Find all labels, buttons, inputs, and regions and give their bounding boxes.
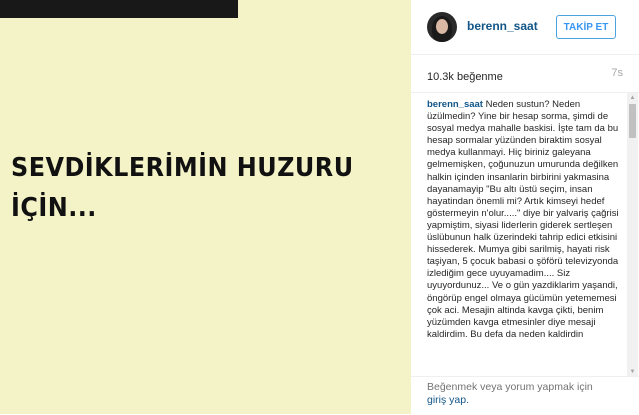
post-sidebar (411, 0, 639, 414)
likes-count[interactable]: 10.3k beğenme (427, 71, 503, 83)
avatar[interactable] (427, 12, 457, 42)
scroll-thumb[interactable] (629, 104, 636, 138)
likes-row (427, 67, 623, 83)
post-header (411, 0, 639, 55)
caption-text: Neden sustun? Neden üzülmedin? Yine bir hesap sorma, şimdi de sosyal medya mahalle baskisi. İşte tam da bu hesap sormalar yüzünden biraktim sosyal medya kullanmayi. Hiç biriniz galeyana gelmemişken, çoğunuzun umurunda değilken halkin içinden insanlarin birbirini yakmasina dayanamayip "Bu altı üstü seçim, insan hayatindan önemli mi? Artık kimseyi hedef göstermeyin n'olur....." diye bir yalvariş çağrisi yapmiştim, siyasi liderlerin giderek sertleşen üslübunun halk üzerindeki tahrip edici etkisini hissederek. Mumya gibi sarilmiş, hayati risk taşiyan, 5 çocuk babasi o şöförü televizyonda izlediğim gece uyuyamadim.... Siz uyuyordunuz... Ve o gün yazdiklarim yaşandi, öngörüp engel olmaya gücümün yetememesi çok aci. Mesajin altinda kavga çikti, benim yüzümden kavga etmesinler diye mesaji kaldirdim. Bu defa da neden kaldirdin (427, 99, 619, 340)
arrow-down-icon[interactable]: ▼ (629, 369, 636, 375)
follow-button[interactable]: TAKİP ET (556, 15, 616, 39)
arrow-up-icon[interactable]: ▲ (629, 95, 636, 101)
caption-container[interactable] (411, 92, 639, 377)
post-image-line-2: İÇİN... (11, 193, 97, 223)
caption-scrollbar[interactable] (627, 93, 638, 377)
login-link[interactable]: giriş yap. (427, 394, 470, 406)
username-link[interactable]: berenn_saat (467, 19, 538, 33)
image-dark-block (0, 0, 238, 18)
login-prompt (427, 381, 627, 407)
post-image-line-1: SEVDİKLERİMİN HUZURU (11, 153, 354, 183)
post-image-text (11, 148, 370, 228)
caption (427, 99, 625, 341)
image-top-strip (0, 0, 411, 18)
post-timestamp[interactable]: 7s (611, 67, 623, 79)
login-prompt-text: Beğenmek veya yorum yapmak için (427, 381, 593, 393)
avatar-face (436, 19, 448, 34)
post-footer (411, 376, 639, 415)
caption-author-link[interactable]: berenn_saat (427, 99, 483, 110)
